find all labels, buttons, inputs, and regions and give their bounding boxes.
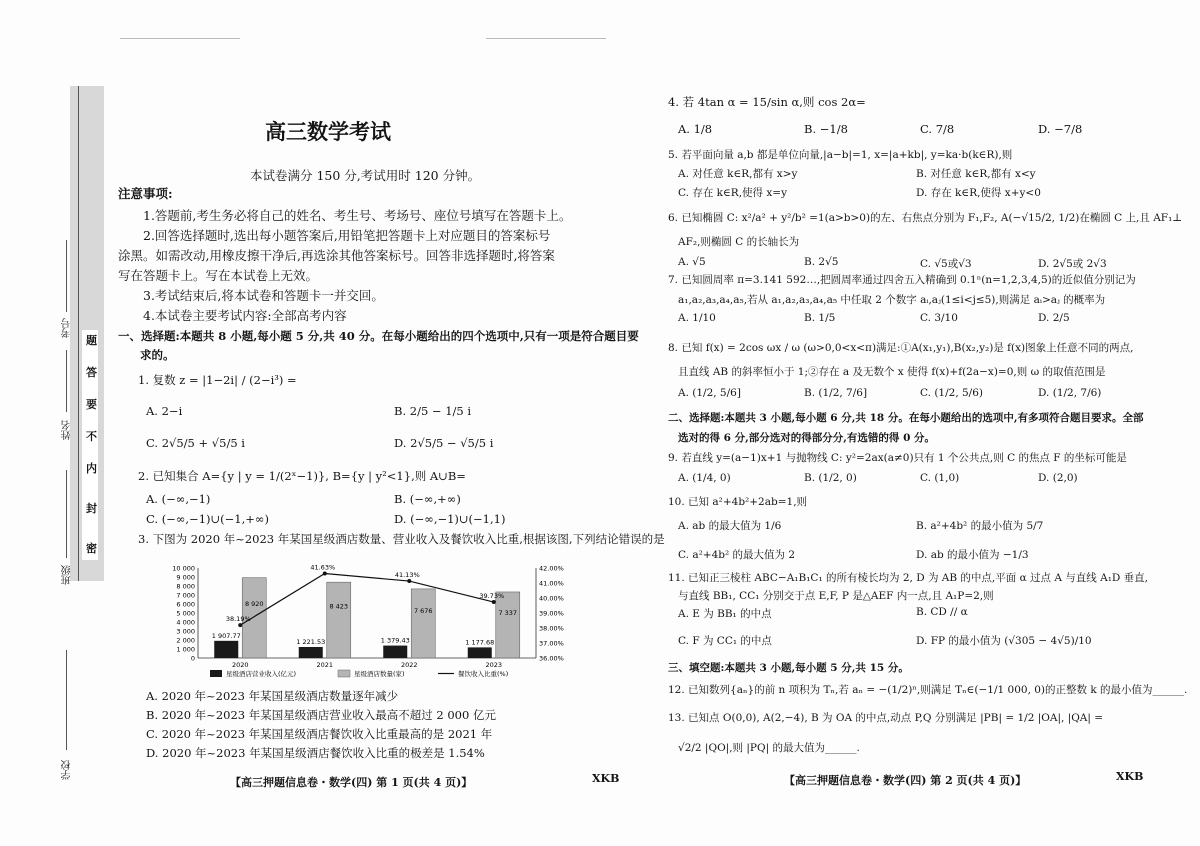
q3-stem: 3. 下图为 2020 年~2023 年某国星级酒店数量、营业收入及餐饮收入比重,根据该图,下列结论错误的是 — [138, 532, 665, 546]
section-2-heading-cont: 选对的得 6 分,部分选对的得部分分,有选错的得 0 分。 — [678, 432, 936, 444]
left-tick-label: 8 000 — [176, 582, 195, 591]
right-tick-label: 41.00% — [539, 579, 564, 588]
q7-option-d: D. 2/5 — [1038, 312, 1070, 324]
catering-ratio-data-label: 39.73% — [479, 592, 505, 601]
hotel-count-bar — [411, 589, 435, 658]
q11-stem-cont: 与直线 BB₁, CC₁ 分别交于点 E,F, P 是△AEF 内一点,且 A₁P=2,则 — [678, 590, 994, 602]
q8-option-a: A. (1/2, 5/6] — [678, 387, 741, 399]
q9-option-a: A. (1/4, 0) — [678, 472, 731, 484]
sidebar-border — [78, 86, 79, 581]
seal-char: 内 — [86, 462, 97, 475]
q10-option-a: A. ab 的最大值为 1/6 — [678, 520, 782, 532]
note-line: 4.本试卷主要考试内容:全部高考内容 — [143, 308, 347, 323]
q9-option-c: C. (1,0) — [920, 472, 960, 484]
q11-option-c: C. F 为 CC₁ 的中点 — [678, 635, 772, 647]
left-tick-label: 9 000 — [176, 573, 195, 582]
left-tick-label: 5 000 — [176, 609, 195, 618]
revenue-data-label: 1 379.43 — [380, 636, 410, 645]
q11-option-d: D. FP 的最小值为 (√305 − 4√5)/10 — [916, 635, 1092, 647]
hotel-count-bar — [496, 592, 520, 658]
q4-option-b: B. −1/8 — [804, 122, 848, 136]
hotel-count-data-label: 8 423 — [329, 602, 349, 611]
legend-ratio-label: 餐饮收入比重(%) — [458, 670, 509, 678]
legend-hotel-count-swatch — [338, 670, 350, 677]
q5-option-a: A. 对任意 k∈R,都有 x>y — [678, 168, 798, 180]
q6-option-b: B. 2√5 — [804, 256, 839, 268]
seal-char: 不 — [86, 430, 97, 443]
hotel-count-data-label: 7 337 — [498, 609, 518, 618]
q12-stem: 12. 已知数列{aₙ}的前 n 项积为 Tₙ,若 aₙ = −(1/2)ⁿ,则满足 Tₙ∈(−1/1 000, 0)的正整数 k 的最小值为______. — [668, 684, 1188, 696]
exam-subtitle: 本试卷满分 150 分,考试用时 120 分钟。 — [250, 168, 481, 183]
x-tick-label: 2020 — [231, 661, 249, 669]
revenue-bar — [214, 641, 238, 658]
left-tick-label: 0 — [190, 654, 195, 663]
catering-ratio-line — [240, 574, 494, 626]
right-tick-label: 42.00% — [539, 564, 564, 573]
right-tick-label: 38.00% — [539, 624, 564, 633]
name-label: 姓名 — [62, 420, 73, 440]
seal-char: 答 — [86, 366, 97, 379]
hotel-count-data-label: 7 676 — [413, 607, 433, 616]
q5-option-b: B. 对任意 k∈R,都有 x<y — [916, 168, 1036, 180]
footer-code: XKB — [1116, 770, 1144, 783]
left-tick-label: 6 000 — [176, 600, 195, 609]
note-line: 写在答题卡上。写在本试卷上无效。 — [118, 268, 319, 283]
hotel-count-data-label: 8 920 — [244, 599, 264, 608]
q6-stem-cont: AF₂,则椭圆 C 的长轴长为 — [678, 236, 800, 248]
class-blank — [66, 470, 67, 558]
q4-option-a: A. 1/8 — [678, 122, 713, 136]
exam-page-2 — [648, 0, 1200, 846]
revenue-data-label: 1 177.68 — [465, 638, 495, 647]
q9-option-b: B. (1/2, 0) — [804, 472, 857, 484]
section-1-heading-cont: 求的。 — [140, 348, 175, 362]
q4-option-d: D. −7/8 — [1038, 122, 1083, 136]
q3-option-b: B. 2020 年~2023 年某国星级酒店营业收入最高不超过 2 000 亿元 — [146, 708, 496, 722]
section-2-heading: 二、选择题:本题共 3 小题,每小题 6 分,共 18 分。在每小题给出的选项中,有多项符合题目要求。全部 — [668, 412, 1144, 424]
top-rule — [120, 38, 240, 39]
right-tick-label: 40.00% — [539, 594, 564, 603]
q3-option-a: A. 2020 年~2023 年某国星级酒店数量逐年减少 — [146, 689, 399, 703]
name-blank — [66, 350, 67, 412]
catering-ratio-point — [323, 572, 327, 576]
exam-number-blank — [66, 240, 67, 312]
catering-ratio-data-label: 38.19% — [225, 615, 251, 624]
x-tick-label: 2022 — [400, 661, 418, 669]
q8-option-c: C. (1/2, 5/6) — [920, 387, 983, 399]
q1-option-c: C. 2√5/5 + √5/5 i — [146, 436, 245, 450]
page-footer: 【高三押题信息卷・数学(四) 第 2 页(共 4 页)】 — [784, 774, 1027, 787]
revenue-bar — [468, 647, 492, 658]
note-line: 涂黑。如需改动,用橡皮擦干净后,再选涂其他答案标号。回答非选择题时,将答案 — [118, 248, 555, 263]
left-tick-label: 3 000 — [176, 627, 195, 636]
q3-option-d: D. 2020 年~2023 年某国星级酒店餐饮收入比重的极差是 1.54% — [146, 746, 485, 760]
exam-title: 高三数学考试 — [265, 119, 391, 144]
seal-char: 密 — [86, 542, 97, 555]
q7-stem: 7. 已知圆周率 π=3.141 592…,把圆周率通过四舍五入精确到 0.1ⁿ(n=1,2,3,4,5)的近似值分别记为 — [668, 274, 1136, 286]
q1-option-b: B. 2/5 − 1/5 i — [394, 404, 472, 418]
q5-option-d: D. 存在 k∈R,使得 x+y<0 — [916, 187, 1041, 199]
q4-stem: 4. 若 4tan α = 15/sin α,则 cos 2α= — [668, 95, 866, 109]
x-tick-label: 2023 — [485, 661, 503, 669]
q11-stem: 11. 已知正三棱柱 ABC−A₁B₁C₁ 的所有棱长均为 2, D 为 AB 的中点,平面 α 过点 A 与直线 A₁D 垂直, — [668, 572, 1149, 584]
left-tick-label: 10 000 — [172, 564, 195, 573]
q6-option-a: A. √5 — [678, 256, 706, 268]
q2-stem: 2. 已知集合 A={y | y = 1/(2ˣ−1)}, B={y | y²<1},则 A∪B= — [138, 469, 466, 483]
class-label: 班级 — [62, 565, 73, 585]
right-tick-label: 39.00% — [539, 609, 564, 618]
note-line: 2.回答选择题时,选出每小题答案后,用铅笔把答题卡上对应题目的答案标号 — [143, 228, 551, 243]
exam-number-label: 考号 — [62, 318, 73, 338]
q5-stem: 5. 若平面向量 a,b 都是单位向量,|a−b|=1, x=|a+kb|, y=ka·b(k∈R),则 — [668, 149, 1013, 161]
q6-stem: 6. 已知椭圆 C: x²/a² + y²/b² =1(a>b>0)的左、右焦点分别为 F₁,F₂, A(−√15/2, 1/2)在椭圆 C 上,且 AF₁⊥ — [668, 212, 1183, 224]
section-1-heading: 一、选择题:本题共 8 小题,每小题 5 分,共 40 分。在每小题给出的四个选项中,只有一项是符合题目要 — [118, 329, 639, 343]
notes-heading: 注意事项: — [118, 186, 173, 201]
q10-option-c: C. a²+4b² 的最大值为 2 — [678, 549, 796, 561]
top-rule — [486, 38, 606, 39]
q8-stem: 8. 已知 f(x) = 2cos ωx / ω (ω>0,0<x<π)满足:①A(x₁,y₁),B(x₂,y₂)是 f(x)图象上任意不同的两点, — [668, 342, 1134, 354]
q1-option-d: D. 2√5/5 − √5/5 i — [394, 436, 494, 450]
catering-ratio-point — [407, 579, 411, 583]
section-3-heading: 三、填空题:本题共 3 小题,每小题 5 分,共 15 分。 — [668, 662, 909, 674]
q2-option-a: A. (−∞,−1) — [146, 492, 211, 506]
q6-option-c: C. √5或√3 — [920, 258, 972, 270]
q1-stem: 1. 复数 z = |1−2i| / (2−i³) = — [138, 373, 297, 387]
left-tick-label: 2 000 — [176, 636, 195, 645]
q4-option-c: C. 7/8 — [920, 122, 955, 136]
q1-option-a: A. 2−i — [146, 404, 183, 418]
q9-option-d: D. (2,0) — [1038, 472, 1078, 484]
q9-stem: 9. 若直线 y=(a−1)x+1 与抛物线 C: y²=2ax(a≠0)只有 1 个公共点,则 C 的焦点 F 的坐标可能是 — [668, 452, 1127, 464]
x-tick-label: 2021 — [316, 661, 334, 669]
q10-option-b: B. a²+4b² 的最小值为 5/7 — [916, 520, 1044, 532]
q7-option-b: B. 1/5 — [804, 312, 836, 324]
q8-option-d: D. (1/2, 7/6) — [1038, 387, 1102, 399]
legend-revenue-swatch — [210, 670, 222, 677]
catering-ratio-point — [492, 600, 496, 604]
q3-option-c: C. 2020 年~2023 年某国星级酒店餐饮收入比重最高的是 2021 年 — [146, 727, 493, 741]
catering-ratio-data-label: 41.13% — [394, 571, 420, 580]
revenue-bar — [299, 647, 323, 658]
q5-option-c: C. 存在 k∈R,使得 x=y — [678, 187, 788, 199]
note-line: 1.答题前,考生务必将自己的姓名、考生号、考场号、座位号填写在答题卡上。 — [143, 208, 572, 223]
revenue-data-label: 1 221.53 — [296, 638, 326, 647]
legend-hotel-count-label: 星级酒店数量(家) — [354, 670, 405, 678]
q7-stem-cont: a₁,a₂,a₃,a₄,a₅,若从 a₁,a₂,a₃,a₄,a₅ 中任取 2 个数字 aᵢ,aⱼ(1≤i<j≤5),则满足 aᵢ>aⱼ 的概率为 — [678, 294, 1106, 306]
school-blank — [66, 650, 67, 750]
catering-ratio-point — [238, 623, 242, 627]
footer-code: XKB — [592, 772, 620, 785]
page-footer: 【高三押题信息卷・数学(四) 第 1 页(共 4 页)】 — [230, 776, 473, 789]
school-label: 学校 — [62, 760, 73, 780]
seal-char: 要 — [86, 398, 97, 411]
revenue-data-label: 1 907.77 — [211, 631, 241, 640]
seal-char: 封 — [86, 502, 97, 515]
q6-option-d: D. 2√5或 2√3 — [1038, 258, 1107, 270]
q2-option-d: D. (−∞,−1)∪(−1,1) — [394, 512, 506, 526]
q11-option-a: A. E 为 BB₁ 的中点 — [678, 608, 772, 620]
left-tick-label: 1 000 — [176, 645, 195, 654]
left-tick-label: 4 000 — [176, 618, 195, 627]
q2-option-c: C. (−∞,−1)∪(−1,+∞) — [146, 512, 269, 526]
right-tick-label: 37.00% — [539, 639, 564, 648]
right-tick-label: 36.00% — [539, 654, 564, 663]
seal-char: 题 — [86, 334, 97, 347]
q13-stem-cont: √2/2 |QO|,则 |PQ| 的最大值为______. — [678, 742, 860, 754]
hotel-chart — [150, 560, 590, 688]
q2-option-b: B. (−∞,+∞) — [394, 492, 461, 506]
hotel-count-bar — [327, 582, 351, 658]
q8-option-b: B. (1/2, 7/6] — [804, 387, 868, 399]
note-line: 3.考试结束后,将本试卷和答题卡一并交回。 — [143, 288, 384, 303]
q7-option-c: C. 3/10 — [920, 312, 958, 324]
q10-stem: 10. 已知 a²+4b²+2ab=1,则 — [668, 496, 808, 508]
q7-option-a: A. 1/10 — [678, 312, 716, 324]
q8-stem-cont: 且直线 AB 的斜率恒小于 1;②存在 a 及无数个 x 使得 f(x)+f(2a−x)=0,则 ω 的取值范围是 — [678, 366, 1106, 378]
q11-option-b: B. CD // α — [916, 606, 968, 618]
q13-stem: 13. 已知点 O(0,0), A(2,−4), B 为 OA 的中点,动点 P,Q 分别满足 |PB| = 1/2 |OA|, |QA| = — [668, 712, 1104, 724]
revenue-bar — [383, 646, 407, 658]
legend-revenue-label: 星级酒店营业收入(亿元) — [226, 670, 297, 678]
q10-option-d: D. ab 的最小值为 −1/3 — [916, 549, 1029, 561]
catering-ratio-data-label: 41.63% — [310, 563, 336, 572]
left-tick-label: 7 000 — [176, 591, 195, 600]
